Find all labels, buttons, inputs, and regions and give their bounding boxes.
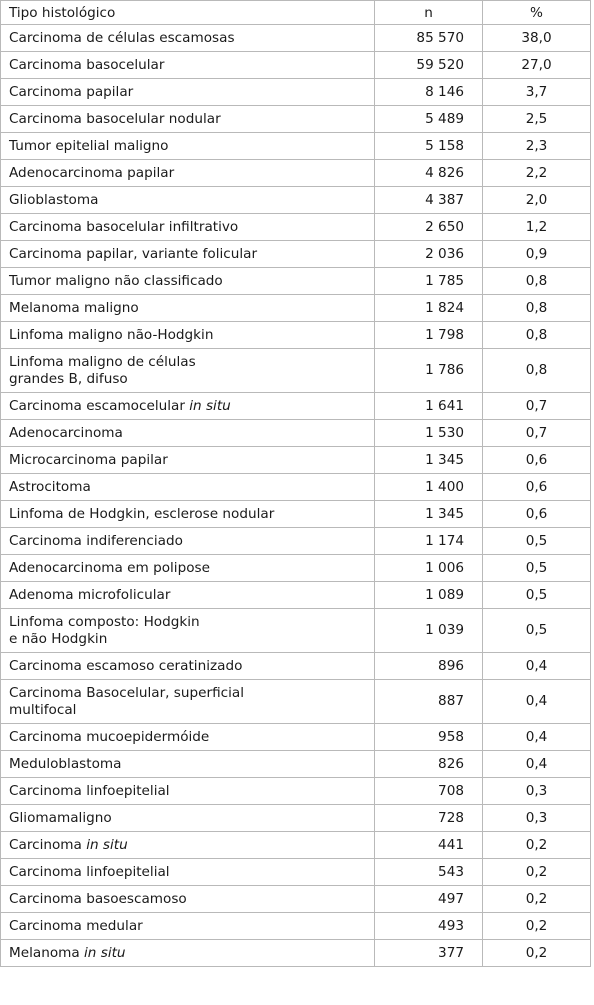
cell-tipo-histologico: Glioblastoma [1,187,375,214]
table-row [1,886,591,913]
cell-n: 377 [375,940,483,967]
cell-percent: 0,2 [483,832,591,859]
cell-label-line1: Linfoma maligno de células [9,353,196,370]
cell-n: 1 089 [375,582,483,609]
table-row [1,724,591,751]
table-row [1,474,591,501]
cell-n: 1 039 [375,609,483,653]
table-row [1,680,591,724]
cell-tipo-histologico [1,940,375,967]
table-row [1,393,591,420]
cell-percent: 3,7 [483,79,591,106]
cell-n: 1 641 [375,393,483,420]
table-row [1,653,591,680]
cell-tipo-histologico [1,349,375,393]
cell-tipo-histologico: Carcinoma basocelular infiltrativo [1,214,375,241]
table-row [1,295,591,322]
table-row [1,25,591,52]
table-body [1,1,591,967]
cell-tipo-histologico: Adenocarcinoma em polipose [1,555,375,582]
cell-percent: 0,6 [483,474,591,501]
table-row [1,52,591,79]
cell-percent: 0,9 [483,241,591,268]
cell-label-italic: in situ [84,944,126,961]
cell-tipo-histologico: Carcinoma mucoepidermóide [1,724,375,751]
table-row [1,241,591,268]
cell-percent: 2,5 [483,106,591,133]
cell-n: 543 [375,859,483,886]
cell-n: 441 [375,832,483,859]
cell-percent: 0,8 [483,268,591,295]
table-row [1,805,591,832]
cell-n: 2 650 [375,214,483,241]
cell-n: 1 174 [375,528,483,555]
cell-percent: 38,0 [483,25,591,52]
table-row [1,859,591,886]
cell-label-italic: in situ [86,836,128,853]
cell-label-text: Carcinoma [9,836,87,853]
table-row [1,160,591,187]
cell-label-italic: in situ [189,397,231,414]
table-row [1,751,591,778]
cell-percent: 0,3 [483,778,591,805]
cell-n: 5 158 [375,133,483,160]
cell-percent: 0,4 [483,751,591,778]
cell-percent: 0,6 [483,501,591,528]
cell-label-text: Melanoma [9,944,85,961]
cell-percent: 0,4 [483,680,591,724]
cell-percent: 0,2 [483,859,591,886]
cell-n: 887 [375,680,483,724]
cell-percent: 2,0 [483,187,591,214]
table-row [1,133,591,160]
cell-n: 958 [375,724,483,751]
table-row [1,420,591,447]
cell-tipo-histologico: Carcinoma escamoso ceratinizado [1,653,375,680]
table-row [1,501,591,528]
cell-label-line2: multifocal [9,701,77,718]
cell-tipo-histologico [1,680,375,724]
table-row [1,187,591,214]
table-row [1,940,591,967]
cell-percent: 0,7 [483,420,591,447]
cell-tipo-histologico: Adenocarcinoma [1,420,375,447]
table-row [1,832,591,859]
cell-n: 4 826 [375,160,483,187]
cell-percent: 0,5 [483,582,591,609]
cell-tipo-histologico: Astrocitoma [1,474,375,501]
table-row [1,106,591,133]
cell-n: 8 146 [375,79,483,106]
cell-n: 1 798 [375,322,483,349]
cell-tipo-histologico: Microcarcinoma papilar [1,447,375,474]
table-row [1,268,591,295]
cell-tipo-histologico: Carcinoma linfoepitelial [1,778,375,805]
table-row [1,79,591,106]
cell-n: 1 530 [375,420,483,447]
cell-percent: 0,8 [483,322,591,349]
cell-percent: 0,2 [483,940,591,967]
cell-n: 497 [375,886,483,913]
cell-percent: 0,8 [483,349,591,393]
cell-tipo-histologico [1,832,375,859]
cell-label-text: Carcinoma escamocelular [9,397,190,414]
cell-n: 5 489 [375,106,483,133]
table-row [1,913,591,940]
cell-percent: 0,2 [483,913,591,940]
cell-n: 59 520 [375,52,483,79]
cell-percent: 0,5 [483,555,591,582]
cell-n: 1 824 [375,295,483,322]
cell-tipo-histologico: Carcinoma de células escamosas [1,25,375,52]
cell-n: 728 [375,805,483,832]
table-row [1,582,591,609]
cell-tipo-histologico: Carcinoma papilar, variante folicular [1,241,375,268]
cell-tipo-histologico: Adenoma microfolicular [1,582,375,609]
table-row [1,349,591,393]
cell-n: 896 [375,653,483,680]
cell-n: 1 786 [375,349,483,393]
cell-tipo-histologico: Carcinoma medular [1,913,375,940]
cell-n: 4 387 [375,187,483,214]
cell-percent: 0,6 [483,447,591,474]
cell-percent: 0,7 [483,393,591,420]
cell-percent: 0,3 [483,805,591,832]
table-row [1,322,591,349]
cell-percent: 0,8 [483,295,591,322]
cell-label-line1: Carcinoma Basocelular, superficial [9,684,245,701]
cell-tipo-histologico: Carcinoma linfoepitelial [1,859,375,886]
table-row [1,528,591,555]
cell-n: 708 [375,778,483,805]
cell-tipo-histologico: Carcinoma basoescamoso [1,886,375,913]
cell-n: 1 006 [375,555,483,582]
table-row [1,447,591,474]
cell-n: 1 785 [375,268,483,295]
table-row [1,778,591,805]
cell-percent: 2,3 [483,133,591,160]
cell-percent: 0,5 [483,528,591,555]
cell-tipo-histologico: Carcinoma indiferenciado [1,528,375,555]
cell-n: 1 345 [375,447,483,474]
cell-n: 2 036 [375,241,483,268]
cell-percent: 0,5 [483,609,591,653]
cell-n: 493 [375,913,483,940]
cell-label-line2: grandes B, difuso [9,370,128,387]
header-tipo-histologico: Tipo histológico [1,1,375,25]
header-percent: % [483,1,591,25]
cell-n: 1 400 [375,474,483,501]
cell-tipo-histologico: Meduloblastoma [1,751,375,778]
cell-tipo-histologico: Tumor maligno não classificado [1,268,375,295]
cell-percent: 0,2 [483,886,591,913]
cell-n: 826 [375,751,483,778]
cell-tipo-histologico [1,609,375,653]
table-row [1,214,591,241]
cell-tipo-histologico: Linfoma de Hodgkin, esclerose nodular [1,501,375,528]
cell-tipo-histologico: Carcinoma papilar [1,79,375,106]
cell-label-line2: e não Hodgkin [9,630,108,647]
cell-tipo-histologico: Melanoma maligno [1,295,375,322]
header-n: n [375,1,483,25]
cell-tipo-histologico: Tumor epitelial maligno [1,133,375,160]
table-header-row [1,1,591,25]
cell-n: 1 345 [375,501,483,528]
cell-tipo-histologico: Linfoma maligno não-Hodgkin [1,322,375,349]
table-row [1,609,591,653]
table-row [1,555,591,582]
cell-tipo-histologico: Carcinoma basocelular nodular [1,106,375,133]
cell-percent: 2,2 [483,160,591,187]
cell-percent: 1,2 [483,214,591,241]
cell-percent: 0,4 [483,653,591,680]
cell-percent: 0,4 [483,724,591,751]
cell-tipo-histologico: Adenocarcinoma papilar [1,160,375,187]
cell-tipo-histologico: Gliomamaligno [1,805,375,832]
cell-percent: 27,0 [483,52,591,79]
cell-label-line1: Linfoma composto: Hodgkin [9,613,200,630]
cell-tipo-histologico: Carcinoma basocelular [1,52,375,79]
cell-tipo-histologico [1,393,375,420]
cell-n: 85 570 [375,25,483,52]
